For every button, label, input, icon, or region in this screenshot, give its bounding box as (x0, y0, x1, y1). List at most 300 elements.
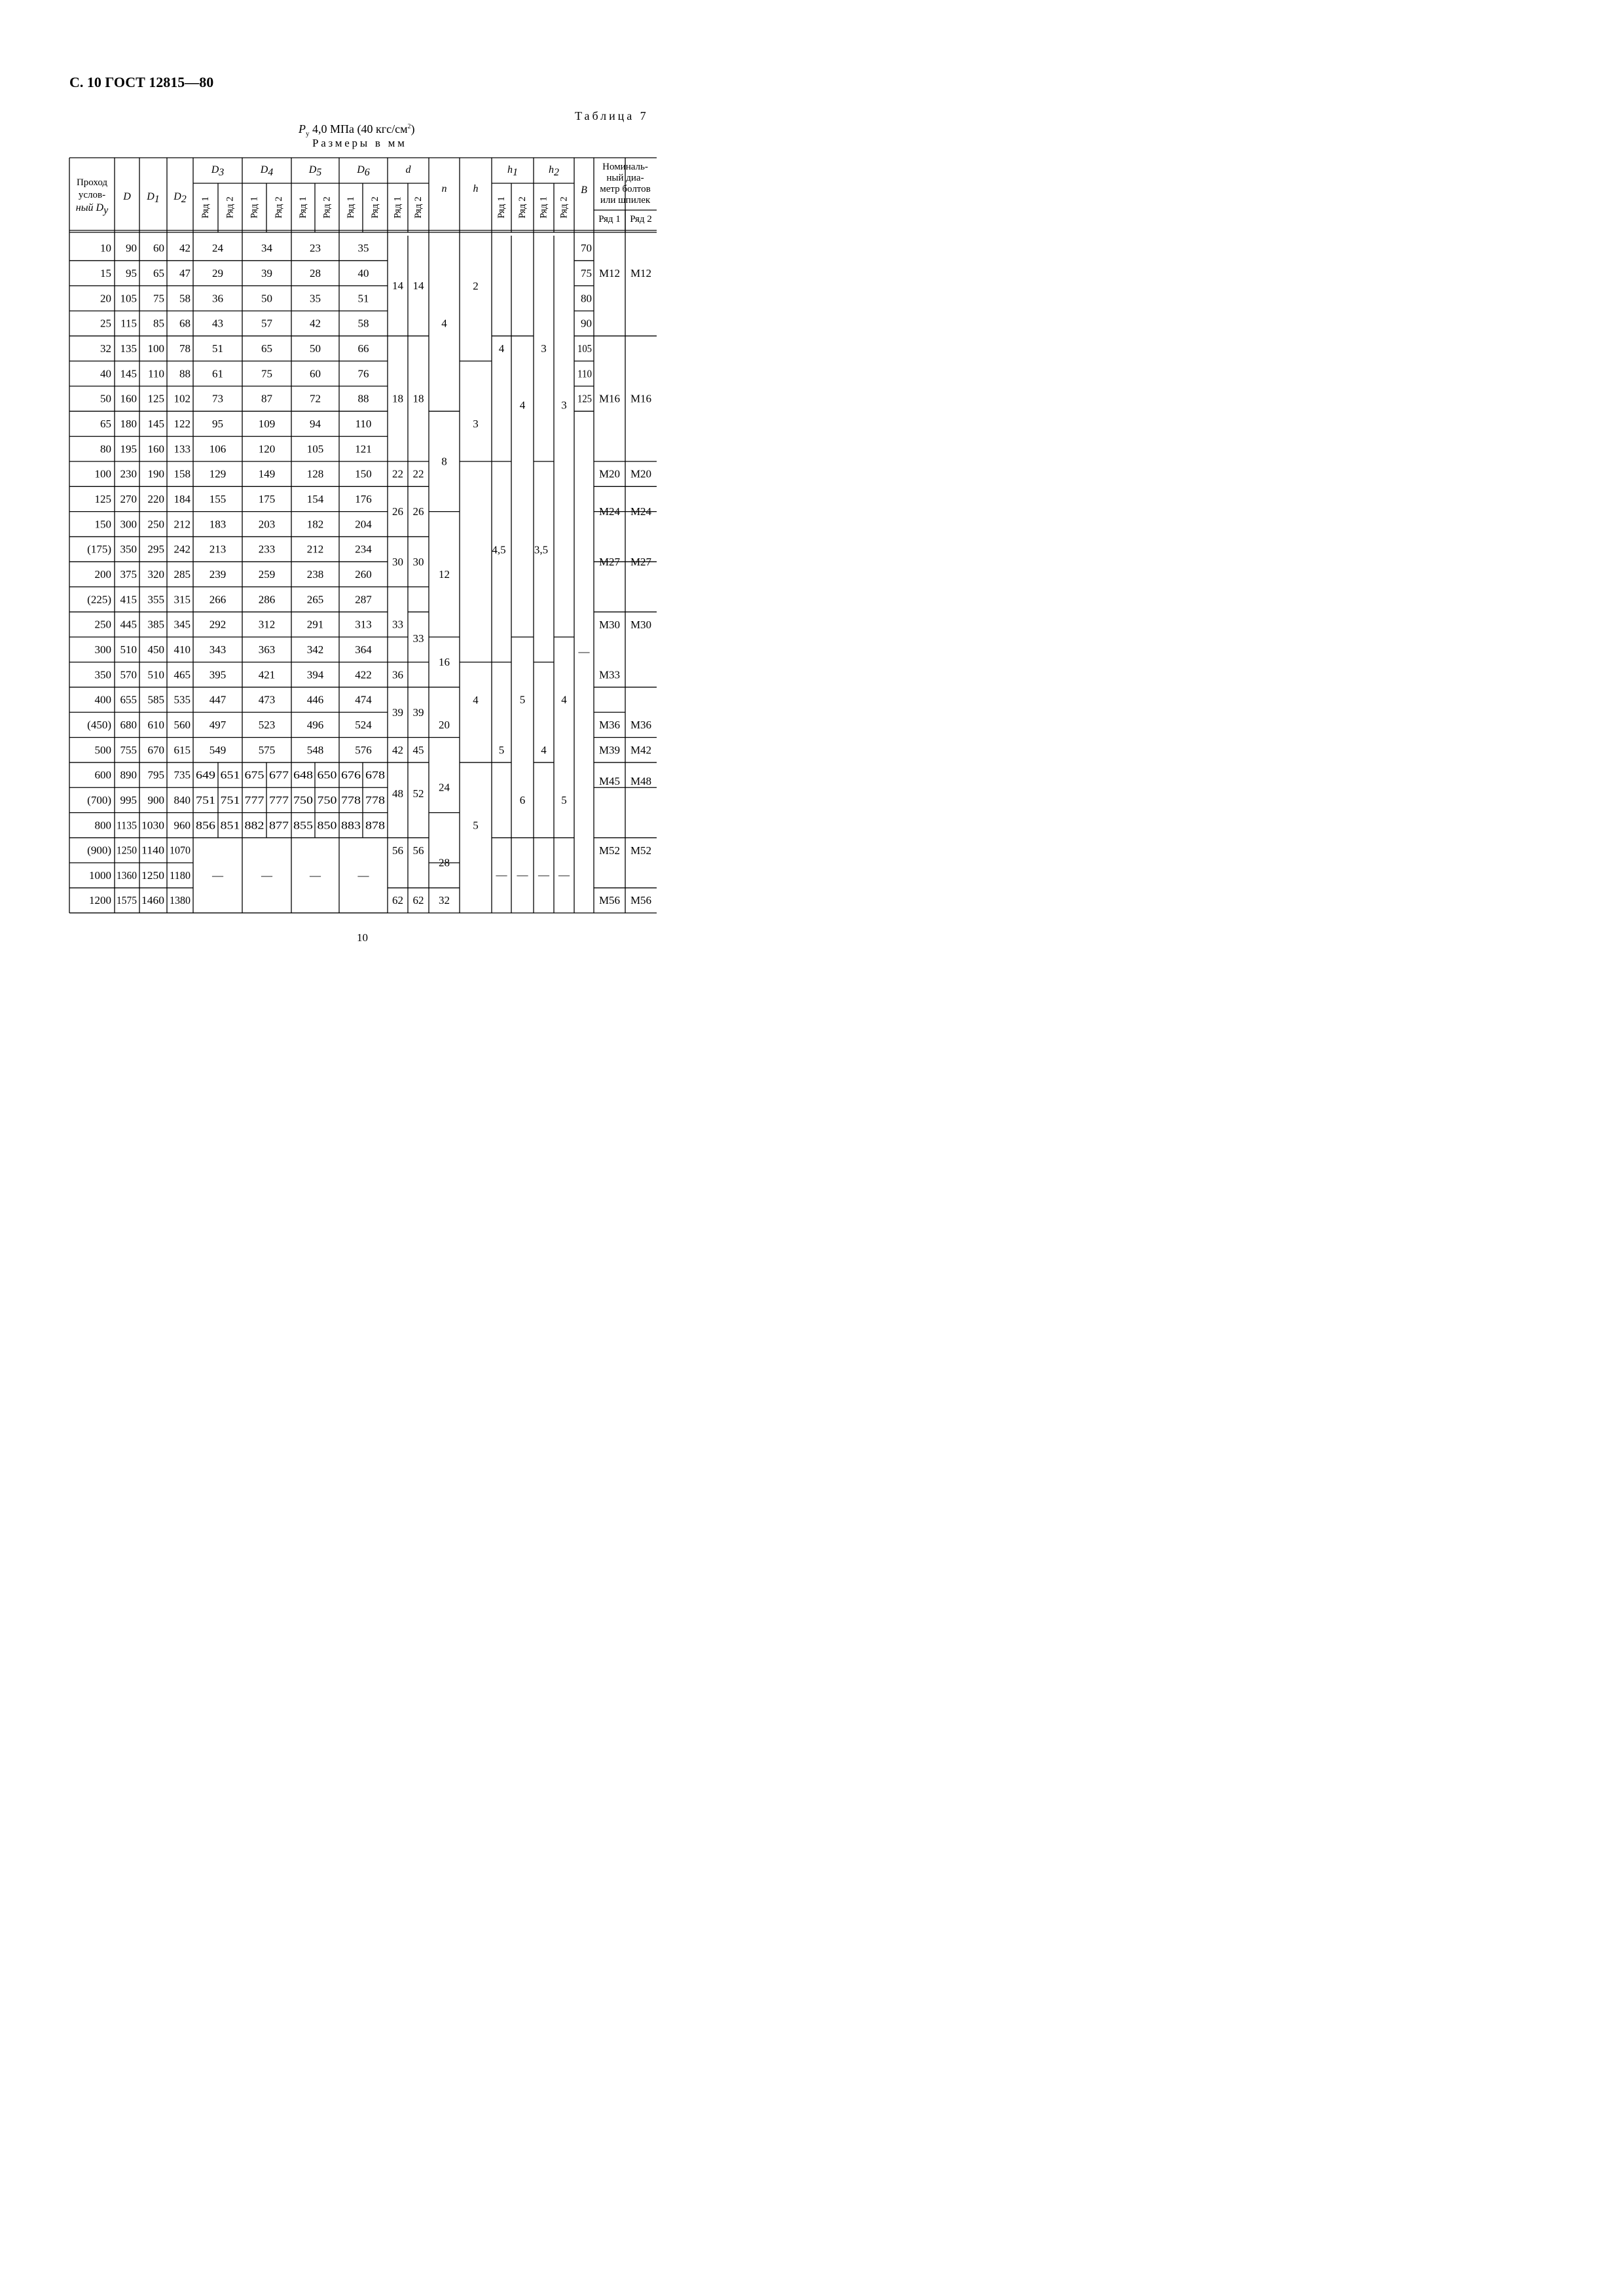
D6-cell: 234 (355, 543, 372, 556)
D5-row2-cell: 750 (317, 793, 337, 806)
D-cell: 270 (120, 492, 137, 505)
D5-cell: 548 (306, 744, 324, 757)
D4-cell: 175 (258, 492, 276, 505)
passage-header-line3-symbol: ный D (75, 202, 104, 213)
D5-row1-cell: 648 (293, 768, 313, 781)
D3-dash: — (212, 869, 223, 882)
pressure-superscript: 2 (407, 123, 411, 130)
D5-cell: 265 (306, 593, 324, 606)
header-h1 (507, 164, 518, 178)
passage-header-line3-subscript: у (103, 204, 109, 216)
D4-cell: 523 (258, 718, 276, 731)
D-cell: 115 (120, 317, 137, 330)
D4-cell: 203 (258, 518, 276, 531)
D2-cell: 158 (173, 467, 191, 480)
D1-cell: 190 (147, 467, 164, 480)
D2-cell: 560 (173, 718, 191, 731)
h1-cell: 5 (498, 744, 505, 757)
D1-cell: 145 (147, 417, 164, 430)
D3-cell: 239 (209, 567, 227, 581)
passage-cell: 500 (94, 744, 111, 757)
D4-row2-cell: 777 (269, 793, 289, 806)
passage-cell: 800 (94, 819, 111, 832)
B-cell: 105 (577, 342, 592, 355)
bolt-diameter-cell: М33 (598, 668, 621, 681)
D5-cell: 496 (306, 718, 324, 731)
h-cell: 3 (473, 417, 479, 430)
D1-cell: 900 (147, 793, 164, 806)
h1-cell: 4,5 (492, 543, 506, 556)
D4-row1-cell: 882 (244, 819, 264, 832)
d-cell: 14 (412, 279, 424, 293)
D3-cell: 51 (212, 342, 223, 355)
D2-cell: 840 (173, 793, 191, 806)
row2-rotated-label: Ряд 2 (321, 196, 333, 219)
passage-cell: 600 (94, 768, 111, 781)
D2-cell: 68 (179, 317, 191, 330)
D-cell: 1250 (117, 844, 137, 857)
D5-cell: 128 (306, 467, 324, 480)
bolt-diameter-cell: М56 (630, 894, 652, 907)
D5-cell: 28 (310, 266, 321, 279)
header-D4-symbol: D (260, 164, 268, 175)
bolt-diameter-cell: М42 (630, 744, 652, 757)
D2-cell: 58 (179, 292, 191, 305)
D6-cell: 51 (357, 292, 369, 305)
D1-cell: 125 (147, 392, 164, 405)
D5-cell: 342 (306, 643, 324, 656)
D3-cell: 447 (209, 693, 227, 706)
bolt-diameter-cell: М52 (630, 844, 652, 857)
D4-cell: 34 (261, 242, 272, 255)
D1-cell: 1140 (141, 844, 164, 857)
d-cell: 30 (412, 555, 424, 568)
D3-cell: 95 (212, 417, 223, 430)
passage-header-line3 (76, 202, 109, 216)
passage-cell: 32 (100, 342, 111, 355)
D4-dash: — (261, 869, 272, 882)
D-cell: 135 (120, 342, 137, 355)
D2-cell: 535 (173, 693, 191, 706)
d-cell: 26 (412, 505, 424, 518)
bolt-diameter-cell: М36 (598, 718, 621, 731)
header-D1-symbol: D (147, 190, 155, 202)
D2-cell: 735 (173, 768, 191, 781)
D6-cell: 88 (357, 392, 369, 405)
D-cell: 375 (120, 567, 137, 581)
D4-cell: 421 (258, 668, 276, 681)
dimensions-note: Размеры в мм (312, 137, 407, 149)
D-cell: 350 (120, 543, 137, 556)
bolt-diameter-cell: М16 (630, 392, 652, 405)
bolt-diameter-cell: М30 (630, 618, 652, 631)
h1-cell: 4 (519, 399, 526, 412)
D6-cell: 66 (357, 342, 369, 355)
D2-cell: 960 (173, 819, 191, 832)
passage-cell: 65 (100, 417, 111, 430)
D4-cell: 286 (258, 593, 276, 606)
D5-cell: 35 (310, 292, 321, 305)
bolts-row1-header: Ряд 1 (598, 214, 621, 224)
table-label: Таблица 7 (575, 109, 649, 122)
row1-rotated-label: Ряд 1 (392, 196, 403, 219)
D4-row1-cell: 675 (244, 768, 264, 781)
D3-cell: 343 (209, 643, 227, 656)
h2-cell: 4 (561, 693, 567, 706)
D-cell: 415 (120, 593, 137, 606)
passage-cell: 400 (94, 693, 111, 706)
D3-row1-cell: 856 (196, 819, 215, 832)
n-cell: 4 (441, 317, 447, 330)
D3-cell: 29 (212, 266, 223, 279)
D4-cell: 39 (261, 266, 272, 279)
d-cell: 62 (412, 894, 424, 907)
h-cell: 4 (473, 693, 479, 706)
D4-cell: 575 (258, 744, 276, 757)
D5-cell: 182 (306, 518, 324, 531)
d-cell: 56 (392, 844, 403, 857)
header-d-symbol: d (405, 164, 411, 175)
D1-cell: 85 (153, 317, 164, 330)
d-cell: 52 (412, 787, 424, 800)
bolt-diameter-cell: М56 (598, 894, 621, 907)
h2-cell: 3 (541, 342, 547, 355)
D4-cell: 87 (261, 392, 272, 405)
header-h (473, 183, 479, 194)
D-cell: 1135 (117, 819, 137, 832)
h2-cell: 3 (561, 399, 567, 412)
passage-cell: 125 (94, 492, 111, 505)
D3-cell: 61 (212, 367, 223, 380)
passage-cell: 300 (94, 643, 111, 656)
D2-cell: 47 (179, 266, 191, 279)
header-B (581, 185, 587, 196)
header-h2 (549, 164, 559, 178)
D2-cell: 133 (173, 442, 191, 456)
B-cell: 75 (581, 266, 592, 279)
header-h-symbol: h (473, 183, 479, 194)
D2-cell: 42 (179, 242, 191, 255)
D4-cell: 50 (261, 292, 272, 305)
D1-cell: 385 (147, 618, 164, 631)
bolt-diameter-cell: М27 (598, 555, 621, 568)
row2-rotated-label: Ряд 2 (558, 196, 570, 219)
D3-row1-cell: 649 (196, 768, 215, 781)
d-cell: 18 (412, 392, 424, 405)
h1-cell: 4 (498, 342, 505, 355)
D-cell: 180 (120, 417, 137, 430)
D1-cell: 220 (147, 492, 164, 505)
D4-cell: 149 (258, 467, 276, 480)
D5-row2-cell: 850 (317, 819, 337, 832)
D2-cell: 615 (173, 744, 191, 757)
D6-cell: 364 (355, 643, 372, 656)
d-cell: 48 (392, 787, 403, 800)
D5-cell: 238 (306, 567, 324, 581)
header-n-symbol: n (441, 183, 447, 194)
D3-row2-cell: 851 (220, 819, 240, 832)
D-cell: 890 (120, 768, 137, 781)
D2-cell: 345 (173, 618, 191, 631)
D2-cell: 122 (173, 417, 191, 430)
D6-row2-cell: 678 (365, 768, 385, 781)
h2-cell: 3,5 (534, 543, 549, 556)
D5-cell: 105 (306, 442, 324, 456)
passage-cell: 350 (94, 668, 111, 681)
D1-cell: 450 (147, 643, 164, 656)
D1-cell: 355 (147, 593, 164, 606)
D3-row1-cell: 751 (196, 793, 215, 806)
D1-cell: 65 (153, 266, 164, 279)
D4-cell: 473 (258, 693, 276, 706)
bolt-diameter-cell: М39 (598, 744, 621, 757)
D4-row1-cell: 777 (244, 793, 265, 806)
header-D6 (356, 164, 370, 178)
h1-cell: 6 (519, 793, 526, 806)
D3-row2-cell: 651 (220, 768, 240, 781)
D4-cell: 109 (258, 417, 276, 430)
D6-cell: 204 (355, 518, 372, 531)
bolts-header-line4: или шпилек (600, 195, 651, 206)
D1-cell: 75 (153, 292, 164, 305)
D6-cell: 150 (355, 467, 372, 480)
bolts-row2-header: Ряд 2 (630, 214, 652, 224)
bolts-header-line1: Номиналь- (602, 162, 648, 172)
D-cell: 995 (120, 793, 137, 806)
D6-cell: 260 (355, 567, 372, 581)
header-n (442, 183, 447, 194)
header-h1-subscript: 1 (513, 166, 518, 178)
D-cell: 90 (126, 242, 137, 255)
d-cell: 22 (392, 467, 403, 480)
D3-cell: 129 (209, 467, 227, 480)
B-cell: 90 (581, 317, 592, 330)
D6-cell: 176 (355, 492, 372, 505)
header-D2-subscript: 2 (181, 193, 187, 205)
passage-cell: 250 (94, 618, 111, 631)
row2-rotated-label: Ряд 2 (413, 196, 424, 219)
passage-cell: 1200 (89, 894, 111, 907)
D6-cell: 121 (355, 442, 372, 456)
n-cell: 32 (439, 894, 450, 907)
D3-cell: 106 (209, 442, 227, 456)
n-cell: 20 (439, 718, 450, 731)
D3-cell: 395 (209, 668, 227, 681)
D4-cell: 57 (261, 317, 272, 330)
D5-cell: 50 (310, 342, 321, 355)
d-cell: 30 (392, 555, 403, 568)
passage-cell: (175) (87, 543, 111, 556)
B-cell: 80 (581, 292, 592, 305)
B-cell: 125 (577, 392, 592, 405)
D5-cell: 23 (310, 242, 321, 255)
passage-cell: (225) (87, 593, 111, 606)
pressure-symbol: P (299, 122, 306, 135)
pressure-value: 4,0 МПа (40 кгс/см (312, 122, 408, 135)
passage-cell: 1000 (89, 869, 111, 882)
D-cell: 570 (120, 668, 137, 681)
header-h1-symbol: h (507, 164, 513, 175)
D3-cell: 213 (209, 543, 227, 556)
passage-cell: 20 (100, 292, 111, 305)
D1-cell: 510 (147, 668, 164, 681)
D2-cell: 1180 (170, 869, 191, 882)
passage-cell: 40 (100, 367, 111, 380)
h-cell: 2 (473, 279, 479, 293)
row1-rotated-label: Ряд 1 (249, 196, 260, 219)
bolt-diameter-cell: М48 (630, 774, 652, 787)
D1-cell: 670 (147, 744, 164, 757)
D4-cell: 120 (258, 442, 276, 456)
D-cell: 105 (120, 292, 137, 305)
d-cell: 33 (392, 618, 403, 631)
D6-cell: 287 (355, 593, 372, 606)
flange-dimensions-table (0, 0, 722, 1022)
header-D-symbol: D (123, 190, 131, 202)
n-cell: 28 (439, 856, 450, 869)
D3-cell: 266 (209, 593, 227, 606)
D3-cell: 497 (209, 718, 227, 731)
page-header: С. 10 ГОСТ 12815—80 (69, 74, 214, 90)
bolt-diameter-cell: М27 (630, 555, 652, 568)
passage-cell: 150 (94, 518, 111, 531)
D1-cell: 320 (147, 567, 164, 581)
D2-cell: 1380 (170, 894, 191, 907)
header-D6-subscript: 6 (364, 166, 370, 178)
D5-cell: 42 (310, 317, 321, 330)
header-D1-subscript: 1 (154, 193, 160, 205)
D6-cell: 422 (355, 668, 372, 681)
header-D2-symbol: D (173, 190, 181, 202)
D3-cell: 155 (209, 492, 227, 505)
D5-cell: 154 (306, 492, 324, 505)
D-cell: 300 (120, 518, 137, 531)
D5-row1-cell: 855 (293, 819, 313, 832)
D6-cell: 35 (357, 242, 369, 255)
passage-header-line2: услов- (78, 190, 106, 200)
D-cell: 510 (120, 643, 137, 656)
D-cell: 145 (120, 367, 137, 380)
D1-cell: 250 (147, 518, 164, 531)
D1-cell: 610 (147, 718, 164, 731)
d-cell: 45 (412, 744, 424, 757)
h2-dash: — (558, 868, 570, 881)
header-d (406, 164, 412, 175)
D4-cell: 312 (258, 618, 276, 631)
header-h2-subscript: 2 (554, 166, 559, 178)
bolt-diameter-cell: М12 (598, 267, 621, 280)
D3-cell: 43 (212, 317, 223, 330)
header-B-symbol: B (581, 184, 587, 196)
bolt-diameter-cell: М16 (598, 392, 621, 405)
bolt-diameter-cell: М45 (598, 774, 621, 787)
D-cell: 655 (120, 693, 137, 706)
B-cell: 110 (577, 367, 592, 380)
D2-cell: 242 (173, 543, 191, 556)
D-cell: 445 (120, 618, 137, 631)
D5-cell: 394 (306, 668, 324, 681)
header-D6-symbol: D (357, 164, 365, 175)
D2-cell: 315 (173, 593, 191, 606)
row1-rotated-label: Ряд 1 (200, 196, 211, 219)
D-cell: 230 (120, 467, 137, 480)
passage-cell: 80 (100, 442, 111, 456)
header-D3-subscript: 3 (219, 166, 225, 178)
D4-row2-cell: 677 (269, 768, 289, 781)
row1-rotated-label: Ряд 1 (496, 196, 507, 219)
D6-row1-cell: 778 (341, 793, 361, 806)
bolt-diameter-cell: М24 (598, 505, 621, 518)
D2-cell: 465 (173, 668, 191, 681)
D4-row2-cell: 877 (269, 819, 289, 832)
D3-cell: 292 (209, 618, 227, 631)
D3-cell: 73 (212, 392, 223, 405)
D1-cell: 795 (147, 768, 164, 781)
header-D2 (173, 191, 187, 205)
D5-row2-cell: 650 (317, 768, 337, 781)
bolt-diameter-cell: М12 (630, 267, 652, 280)
header-D3 (211, 164, 225, 178)
passage-header-line1: Проход (76, 177, 108, 188)
header-D4 (260, 164, 274, 178)
d-cell: 33 (412, 632, 424, 645)
D1-cell: 1030 (141, 819, 164, 832)
h2-cell: 5 (561, 793, 567, 806)
D5-row1-cell: 750 (293, 793, 313, 806)
h1-cell: 5 (519, 693, 526, 706)
passage-cell: (900) (87, 844, 111, 857)
D3-row2-cell: 751 (220, 793, 240, 806)
D-cell: 1360 (117, 869, 137, 882)
D2-cell: 102 (173, 392, 191, 405)
D4-cell: 259 (258, 567, 276, 581)
passage-cell: 200 (94, 567, 111, 581)
D6-row1-cell: 676 (341, 768, 361, 781)
D1-cell: 585 (147, 693, 164, 706)
D2-cell: 184 (173, 492, 191, 505)
passage-cell: 25 (100, 317, 111, 330)
row2-rotated-label: Ряд 2 (225, 196, 236, 219)
row2-rotated-label: Ряд 2 (274, 196, 284, 219)
D5-cell: 212 (306, 543, 324, 556)
D6-row2-cell: 778 (365, 793, 385, 806)
header-D5-symbol: D (308, 164, 317, 175)
d-cell: 36 (392, 668, 403, 681)
header-D (122, 191, 131, 202)
passage-cell: (700) (87, 793, 111, 806)
bolt-diameter-cell: М20 (598, 467, 621, 480)
h2-dash: — (538, 868, 549, 881)
bolt-diameter-cell: М52 (598, 844, 621, 857)
pressure-subscript: у (306, 130, 310, 138)
row2-rotated-label: Ряд 2 (517, 196, 528, 219)
bolt-diameter-cell: М36 (630, 718, 652, 731)
d-cell: 39 (412, 706, 424, 719)
h1-dash: — (517, 868, 528, 881)
D6-cell: 313 (355, 618, 372, 631)
D4-cell: 233 (258, 543, 276, 556)
header-h2-symbol: h (549, 164, 554, 175)
n-cell: 16 (439, 656, 450, 669)
d-cell: 42 (392, 744, 403, 757)
D1-cell: 295 (147, 543, 164, 556)
bolts-header-line3: метр болтов (600, 184, 651, 194)
D3-cell: 549 (209, 744, 227, 757)
passage-cell: 15 (100, 266, 111, 279)
header-D5-subscript: 5 (316, 166, 322, 178)
D-cell: 755 (120, 744, 137, 757)
row2-rotated-label: Ряд 2 (370, 196, 380, 219)
